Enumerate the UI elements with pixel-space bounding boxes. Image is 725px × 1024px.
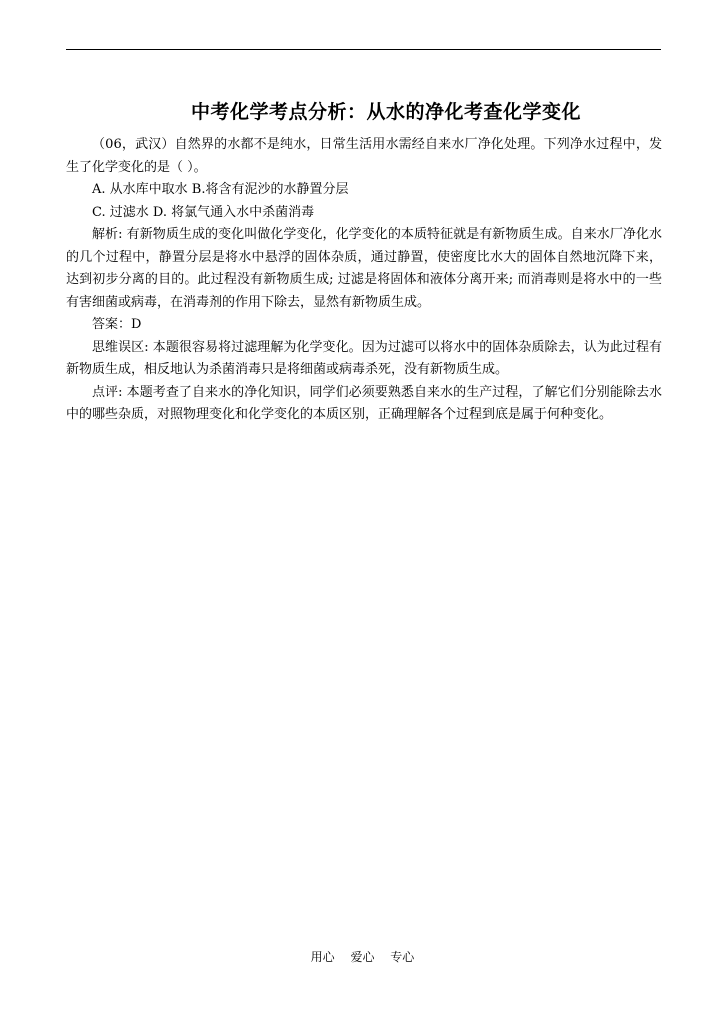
misconception-paragraph: 思维误区: 本题很容易将过滤理解为化学变化。因为过滤可以将水中的固体杂质除去，认为此过程有新物质生成，相反地认为杀菌消毒只是将细菌或病毒杀死，没有新物质生成。 (66, 339, 662, 377)
document-body (66, 134, 662, 427)
analysis-paragraph: 解析: 有新物质生成的变化叫做化学变化，化学变化的本质特征就是有新物质生成。自来水厂净化水的几个过程中，静置分层是将水中悬浮的固体杂质，通过静置，使密度比水大的固体自然地沉降下来，达到初步分离的目的。此过程没有新物质生成; 过滤是将固体和液体分离开来; 而消毒则是将水中的一些有害细菌或病毒，在消毒剂的作用下除去，显然有新物质生成。 (66, 227, 662, 310)
page-footer: 用心 爱心 专心 (310, 950, 415, 964)
question-options-line-1: A. 从水库中取水 B.将含有泥沙的水静置分层 (92, 182, 349, 197)
answer-line: 答案：D (92, 317, 142, 332)
question-stem: （06，武汉）自然界的水都不是纯水，日常生活用水需经自来水厂净化处理。下列净水过程中，发生了化学变化的是（ ）。 (66, 137, 662, 175)
header-rule (66, 49, 661, 50)
question-options-line-2: C. 过滤水 D. 将氯气通入水中杀菌消毒 (92, 204, 315, 220)
page-title: 中考化学考点分析：从水的净化考查化学变化 (190, 101, 581, 123)
comment-paragraph: 点评: 本题考查了自来水的净化知识，同学们必须要熟悉自来水的生产过程，了解它们分别能除去水中的哪些杂质，对照物理变化和化学变化的本质区别，正确理解各个过程到底是属于何种变化。 (66, 384, 662, 422)
